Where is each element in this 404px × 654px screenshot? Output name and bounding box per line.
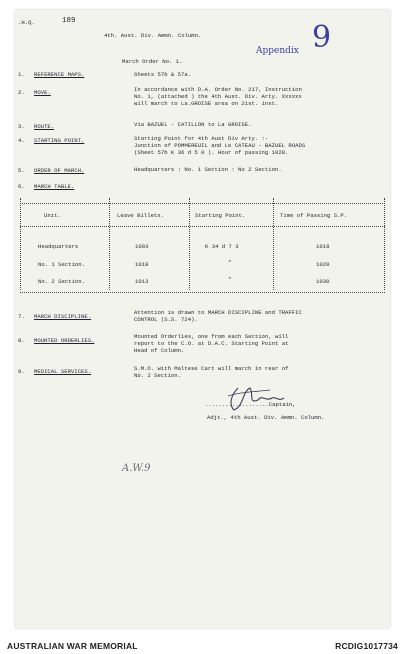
item-label: STARTING POINT.: [34, 137, 85, 144]
item-text: No. 2 Section.: [134, 372, 181, 379]
table-cell: K 34 d 7 3: [205, 243, 239, 250]
unit-name: 4th. Aust. Div. Ammn. Column.: [104, 32, 202, 39]
item-text: (Sheet 57b K 36 d 5 0 ). Hour of passing 1028.: [134, 149, 289, 156]
item-text: report to the C.O. at D.A.C. Starting Point at: [134, 340, 289, 347]
item-num: 5.: [18, 167, 25, 174]
serial-prefix: .H.Q.: [18, 19, 35, 26]
item-text: Via BAZUEL - CATILLON to La GROISE.: [134, 121, 252, 128]
item-num: 6.: [18, 183, 25, 190]
table-rule: [189, 198, 190, 290]
item-text: Head of Column.: [134, 347, 185, 354]
appendix-label: Appendix: [256, 46, 299, 56]
signature-line: ...................Captain,: [205, 401, 296, 408]
item-num: 1.: [18, 71, 25, 78]
item-label: MOUNTED ORDERLIES.: [34, 337, 95, 344]
signature-block: Adjt., 4th Aust. Div. Ammn. Column.: [207, 414, 325, 421]
table-rule: [20, 226, 385, 227]
table-rule: [20, 198, 21, 290]
item-label: ROUTE.: [34, 123, 55, 130]
table-cell: 1013: [135, 278, 149, 285]
item-text: Mounted Orderlies, one from each Section, will: [134, 333, 289, 340]
table-header: Leave Billets.: [117, 212, 164, 219]
footer-reference: RCDIG1017734: [335, 641, 398, 651]
table-cell: ": [228, 276, 232, 283]
table-cell: 1020: [316, 261, 330, 268]
table-header: Time of Passing S.P.: [280, 212, 348, 219]
table-header: Unit.: [44, 212, 61, 219]
order-title: March Order No. 1.: [122, 58, 183, 65]
table-cell: 1018: [316, 243, 330, 250]
table-cell: 1018: [135, 261, 149, 268]
item-text: Starting Point for 4th Aust Div Arty. :-: [134, 135, 269, 142]
item-text: Junction of POMMEREUIL and Le CATEAU - BAZUEL ROADS: [134, 142, 306, 149]
table-rule: [384, 198, 385, 290]
footer-archive: AUSTRALIAN WAR MEMORIAL: [7, 641, 138, 651]
table-rule: [20, 203, 385, 204]
table-cell: 1030: [316, 278, 330, 285]
item-text: S.M.O. with Maltese Cart will march in rear of: [134, 365, 289, 372]
signature-scribble: [214, 380, 290, 414]
item-num: 9.: [18, 368, 25, 375]
serial-number: 189: [62, 17, 76, 25]
item-num: 4.: [18, 137, 25, 144]
table-cell: No. 1 Section.: [38, 261, 85, 268]
item-num: 2.: [18, 89, 25, 96]
item-label: MARCH TABLE.: [34, 183, 75, 190]
table-cell: ": [228, 259, 232, 266]
item-label: MEDICAL SERVICES.: [34, 368, 92, 375]
item-num: 3.: [18, 123, 25, 130]
item-label: ORDER OF MARCH.: [34, 167, 85, 174]
item-text: CONTROL (S.S. 724).: [134, 316, 198, 323]
table-header: Starting Point.: [195, 212, 246, 219]
handwritten-note: A.W.9: [122, 463, 151, 474]
item-num: 7.: [18, 313, 25, 320]
item-label: MOVE.: [34, 89, 51, 96]
appendix-number: 9: [312, 20, 332, 55]
table-rule: [20, 292, 385, 293]
table-cell: Headquarters: [38, 243, 79, 250]
item-text: Attention is drawn to MARCH DISCIPLINE and TRAFFIC: [134, 309, 302, 316]
item-text: will march to La.GROISE area on 21st. inst.: [134, 100, 279, 107]
item-num: 8.: [18, 337, 25, 344]
item-text: Headquarters : No. 1 Section : No 2 Section.: [134, 166, 282, 173]
item-text: In accordance with D.A. Order No. 217, Instruction: [134, 86, 302, 93]
item-text: No. 1, (attached ) the 4th Aust. Div. Arty. Xxxxxx: [134, 93, 302, 100]
item-label: MARCH DISCIPLINE.: [34, 313, 92, 320]
table-cell: No. 2 Section.: [38, 278, 85, 285]
table-cell: 1003: [135, 243, 149, 250]
item-text: Sheets 57b & 57a.: [134, 71, 192, 78]
table-rule: [273, 198, 274, 290]
table-rule: [109, 198, 110, 290]
item-label: REFERENCE MAPS.: [34, 71, 85, 78]
